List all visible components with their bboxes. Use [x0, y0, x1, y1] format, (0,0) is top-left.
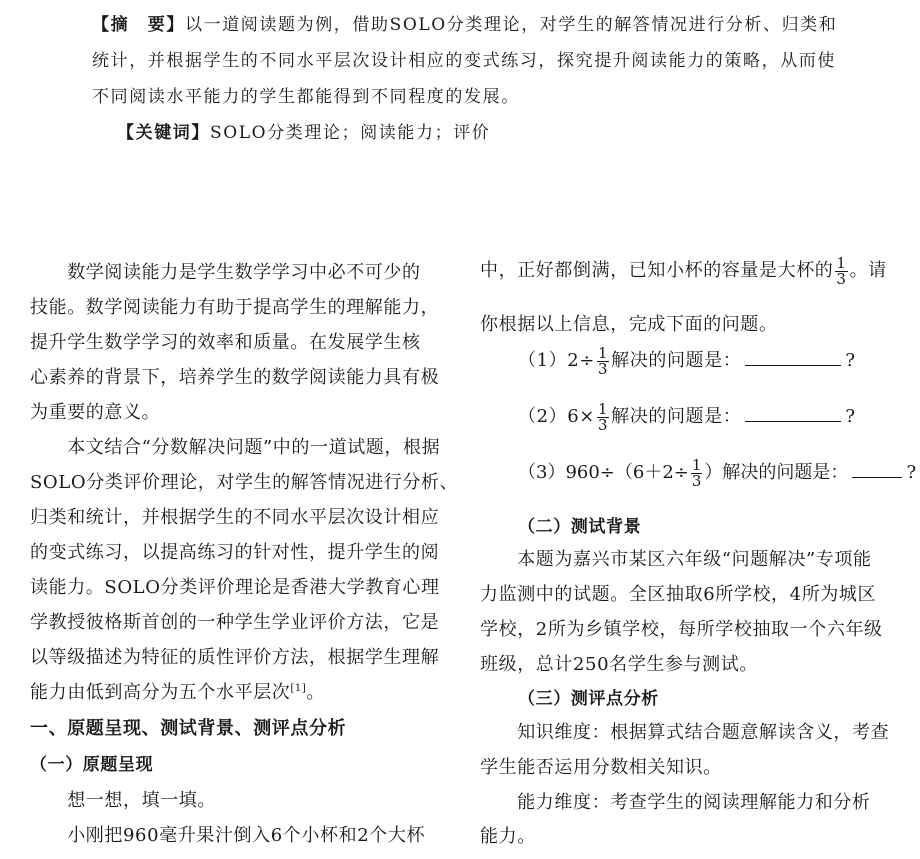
keywords-text: SOLO分类理论；阅读能力；评价	[210, 123, 491, 143]
right-l1-end: 。请	[849, 260, 887, 281]
abstract-line-1	[92, 10, 837, 35]
question-1-mark: ?	[845, 350, 856, 371]
abstract-label: 【摘 要】	[92, 15, 185, 35]
left-p2-end: 。	[306, 682, 325, 703]
left-p2-l2: SOLO分类评价理论，对学生的解答情况进行分析、	[30, 472, 459, 493]
right-p5-l3: 学校，2所为乡镇学校，每所学校抽取一个六年级	[480, 619, 883, 640]
left-p2-l6: 学教授彼格斯首创的一种学生学业评价方法，它是	[30, 612, 440, 633]
answer-blank-2[interactable]	[745, 420, 841, 422]
left-p2-l1: 本文结合“分数解决问题”中的一道试题，根据	[30, 437, 441, 458]
question-3	[518, 456, 916, 490]
subsection-heading-2: （二）测试背景	[518, 517, 642, 537]
left-p1-l5: 为重要的意义。	[30, 402, 161, 423]
question-3-mark: ?	[906, 462, 917, 483]
right-p5-l2: 力监测中的试题。全区抽取6所学校，4所为城区	[480, 584, 877, 605]
fraction-one-third	[835, 253, 847, 288]
q1-num: 1	[598, 343, 609, 362]
q2-num: 1	[598, 399, 609, 418]
q1-den: 3	[598, 359, 609, 378]
section-heading-1: 一、原题呈现、测试背景、测评点分析	[30, 718, 347, 739]
right-l2: 你根据以上信息，完成下面的问题。	[480, 314, 778, 335]
question-3-fraction	[691, 455, 703, 490]
question-3-prompt: ）解决的问题是：	[704, 462, 849, 483]
question-2-expr: （2）6×	[518, 406, 595, 427]
left-p1-l3: 提升学生数学学习的效率和质量。在发展学生核	[30, 332, 421, 353]
answer-blank-1[interactable]	[745, 364, 841, 366]
question-2-mark: ?	[845, 406, 856, 427]
left-p4: 小刚把960毫升果汁倒入6个小杯和2个大杯	[30, 825, 426, 846]
right-l1-text: 中，正好都倒满，已知小杯的容量是大杯的	[480, 260, 834, 281]
right-p6-l1: 知识维度：根据算式结合题意解读含义，考查	[480, 722, 890, 743]
question-3-expr: （3）960÷（6＋2÷	[518, 462, 689, 483]
question-2-fraction	[597, 399, 609, 434]
right-l1	[480, 254, 887, 288]
citation-marker: [1]	[290, 683, 307, 694]
question-2	[518, 400, 856, 434]
q3-num: 1	[691, 455, 702, 474]
question-1-expr: （1）2÷	[518, 350, 595, 371]
question-2-prompt: 解决的问题是：	[611, 406, 742, 427]
left-p1-l4: 心素养的背景下，培养学生的数学阅读能力具有极	[30, 367, 440, 388]
abstract-line-3: 不同阅读水平能力的学生都能得到不同程度的发展。	[92, 87, 520, 107]
left-p2-l3: 归类和统计，并根据学生的不同水平层次设计相应	[30, 507, 440, 528]
question-1	[518, 344, 856, 378]
left-p2-l7: 以等级描述为特征的质性评价方法，根据学生理解	[30, 647, 440, 668]
left-p2-l5: 读能力。SOLO分类评价理论是香港大学教育心理	[30, 577, 440, 598]
left-p2-l8	[30, 678, 325, 704]
abstract-text-1: 以一道阅读题为例，借助SOLO分类理论，对学生的解答情况进行分析、归类和	[185, 15, 838, 35]
right-p7-l1: 能力维度：考查学生的阅读理解能力和分析	[480, 792, 871, 813]
abstract-line-2: 统计，并根据学生的不同水平层次设计相应的变式练习，探究提升阅读能力的策略，从而使	[92, 51, 836, 71]
right-p6-l2: 学生能否运用分数相关知识。	[480, 757, 722, 778]
q2-den: 3	[598, 415, 609, 434]
subsection-heading-1: （一）原题呈现	[30, 755, 154, 775]
left-p1-l1: 数学阅读能力是学生数学学习中必不可少的	[30, 262, 421, 283]
question-1-fraction	[597, 343, 609, 378]
subsection-heading-3: （三）测评点分析	[518, 689, 659, 709]
left-p2-l8-text: 能力由低到高分为五个水平层次	[30, 682, 291, 703]
keywords-label: 【关键词】	[117, 123, 210, 143]
right-p5-l1: 本题为嘉兴市某区六年级“问题解决”专项能	[480, 549, 872, 570]
fraction-numerator: 1	[836, 253, 847, 272]
question-1-prompt: 解决的问题是：	[611, 350, 742, 371]
left-p3: 想一想，填一填。	[30, 790, 216, 811]
q3-den: 3	[691, 471, 702, 490]
fraction-denominator: 3	[836, 269, 847, 288]
answer-blank-3[interactable]	[852, 476, 902, 478]
left-p2-l4: 的变式练习，以提高练习的针对性，提升学生的阅	[30, 542, 440, 563]
right-p7-l2: 能力。	[480, 826, 536, 847]
left-p1-l2: 技能。数学阅读能力有助于提高学生的理解能力，	[30, 297, 440, 318]
right-p5-l4: 班级，总计250名学生参与测试。	[480, 654, 758, 675]
keywords-line	[117, 118, 490, 143]
